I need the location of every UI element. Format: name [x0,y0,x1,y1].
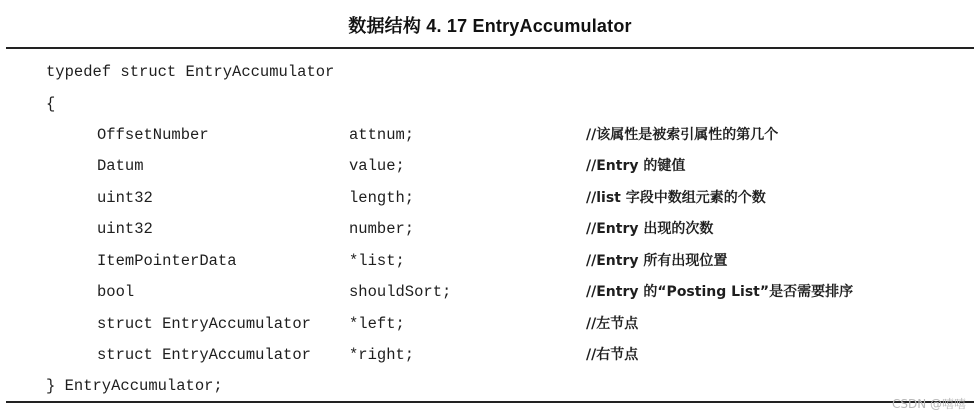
field-comment: //该属性是被索引属性的第几个 [586,127,779,143]
field-type: struct EntryAccumulator [97,346,311,364]
field-type: uint32 [97,189,153,207]
bottom-rule [6,401,974,403]
field-type: ItemPointerData [97,252,237,270]
field-name: number; [349,220,415,238]
top-rule [6,47,974,49]
field-comment: //Entry 的键值 [586,158,686,174]
field-type: OffsetNumber [97,126,209,144]
field-type: bool [97,283,135,301]
field-comment: //Entry 所有出现位置 [586,253,728,269]
field-type: uint32 [97,220,153,238]
field-comment: //右节点 [586,347,639,363]
field-name: *right; [349,346,415,364]
field-type: Datum [97,157,144,175]
field-name: value; [349,157,405,175]
figure-title: 数据结构 4. 17 EntryAccumulator [348,16,632,36]
field-name: *list; [349,252,405,270]
watermark: CSDN @嘻嘻 [891,397,966,411]
typedef-line: typedef struct EntryAccumulator [46,63,335,81]
field-name: shouldSort; [349,283,452,301]
field-comment: //左节点 [586,316,639,332]
field-comment: //Entry 的“Posting List”是否需要排序 [586,284,854,300]
field-type: struct EntryAccumulator [97,315,311,333]
open-brace: { [46,95,56,113]
field-name: attnum; [349,126,415,144]
field-name: *left; [349,315,405,333]
typedef-close: } EntryAccumulator; [46,377,223,395]
field-name: length; [349,189,415,207]
field-comment: //list 字段中数组元素的个数 [586,190,766,206]
field-comment: //Entry 出现的次数 [586,221,714,237]
